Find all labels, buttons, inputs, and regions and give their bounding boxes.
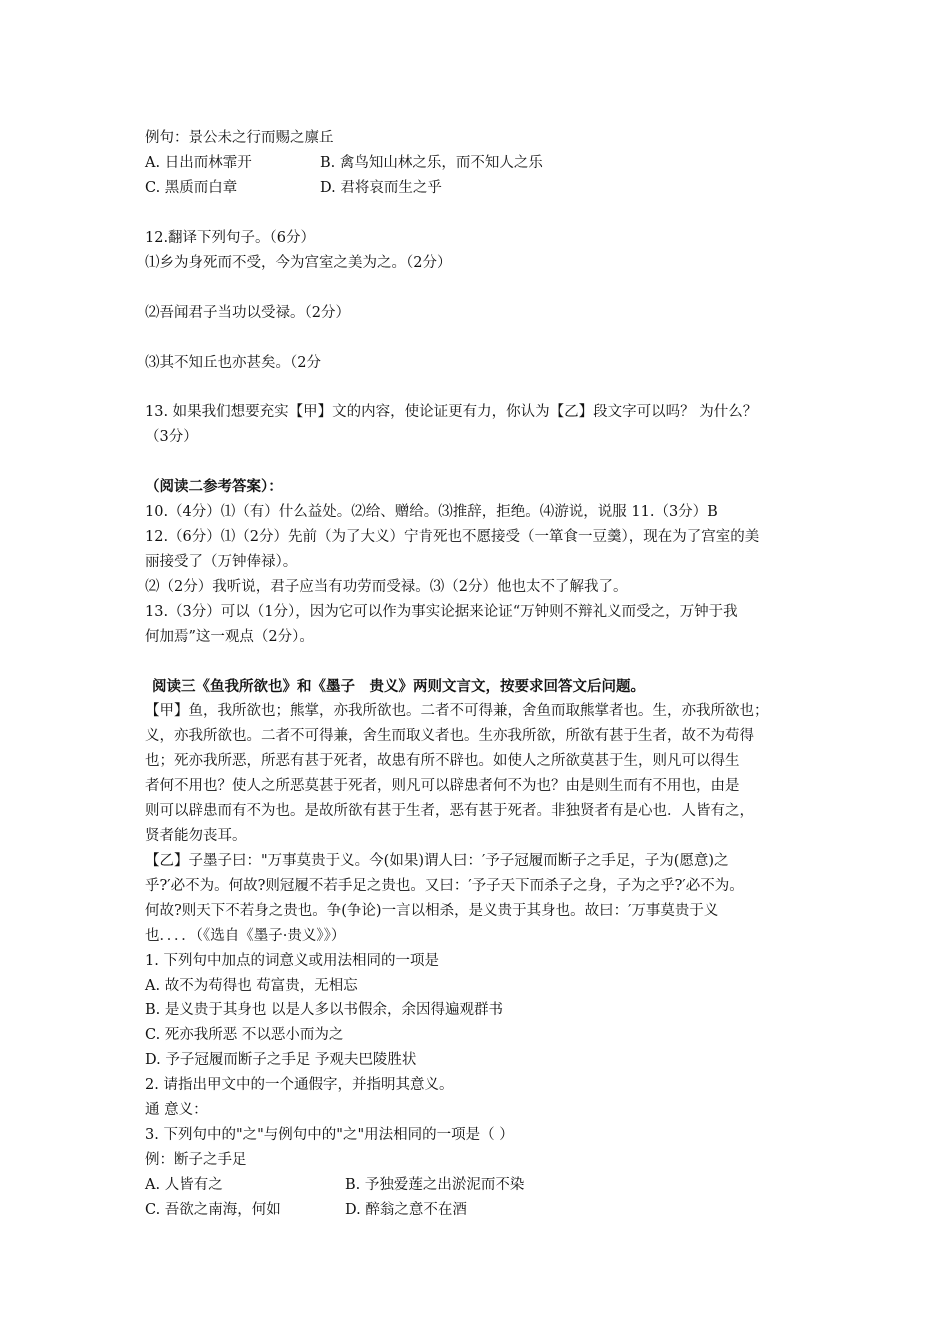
r3-q1-option-c: C. 死亦我所恶 不以恶小而为之 — [145, 1027, 344, 1043]
q12-title: 12.翻译下列句子。（6分） — [145, 230, 316, 246]
q13-line-1: 13. 如果我们想要充实【甲】文的内容，使论证更有力，你认为【乙】段文字可以吗？ 为什么？ — [145, 404, 758, 420]
r3-q3-options-row-1 — [145, 1175, 825, 1195]
r3-q3-example: 例：断子之手足 — [145, 1152, 247, 1168]
q11-option-c: C. 黑质而白章 — [145, 180, 238, 196]
passage-jia-line-4: 者何不用也？使人之所恶莫甚于死者，则凡可以辟患者何不为也？由是则生而有不用也，由是 — [145, 778, 740, 794]
r3-q2-fill: 通 意义： — [145, 1102, 208, 1118]
passage-yi-line-2: 乎?′必不为。何故?则冠履不若手足之贵也。又曰：′予子天下而杀子之身，子为之乎?′必不为。 — [145, 878, 744, 894]
q11-options-row-1 — [145, 153, 825, 173]
passage-yi-line-3: 何故?则天下不若身之贵也。争(争论)一言以相杀，是义贵于其身也。故曰：′万事莫贵于义 — [145, 903, 719, 919]
answers-line-1: 10.（4分）⑴（有）什么益处。⑵给、赠给。⑶推辞，拒绝。⑷游说，说服 11.（3分）B — [145, 504, 718, 520]
passage-yi-line-1: 【乙】子墨子曰："万事莫贵于义。今(如果)谓人曰：′予子冠履而断子之手足，子为(愿意)之 — [145, 853, 729, 869]
passage-jia-line-5: 则可以辟患而有不为也。是故所欲有甚于生者，恶有甚于死者。非独贤者有是心也．人皆有之， — [145, 803, 754, 819]
q11-example: 例句：景公未之行而赐之廪丘 — [145, 130, 334, 146]
q12-sentence-3: ⑶其不知丘也亦甚矣。（2分 — [145, 355, 321, 371]
passage-jia-line-3: 也；死亦我所恶，所恶有甚于死者，故患有所不辟也。如使人之所欲莫甚于生，则凡可以得生 — [145, 753, 740, 769]
passage-jia-line-6: 贤者能勿丧耳。 — [145, 828, 247, 844]
r3-q3-options-row-2 — [145, 1200, 825, 1220]
answers-line-6: 何加焉”这一观点（2分）。 — [145, 629, 314, 645]
r3-q3-option-d: D. 醉翁之意不在酒 — [345, 1202, 467, 1218]
r3-q3-stem: 3. 下列句中的"之"与例句中的"之"用法相同的一项是（ ） — [145, 1127, 514, 1143]
q11-options-row-2 — [145, 178, 825, 198]
r3-q1-option-a: A. 故不为苟得也 苟富贵，无相忘 — [145, 978, 358, 994]
r3-q1-stem: 1. 下列句中加点的词意义或用法相同的一项是 — [145, 953, 439, 969]
answers-line-5: 13.（3分）可以（1分），因为它可以作为事实论据来论证“万钟则不辩礼义而受之，万钟于我 — [145, 604, 738, 620]
passage-jia-line-1: 【甲】鱼，我所欲也；熊掌，亦我所欲也。二者不可得兼，舍鱼而取熊掌者也。生，亦我所欲也； — [145, 703, 769, 719]
r3-q2-stem: 2. 请指出甲文中的一个通假字，并指明其意义。 — [145, 1077, 454, 1093]
q12-sentence-1: ⑴乡为身死而不受，今为宫室之美为之。（2分） — [145, 255, 452, 271]
r3-q3-option-b: B. 予独爱莲之出淤泥而不染 — [345, 1177, 525, 1193]
r3-q1-option-d: D. 予子冠履而断子之手足 予观夫巴陵胜状 — [145, 1052, 417, 1068]
q13-line-2: （3分） — [145, 429, 198, 445]
q11-option-a: A. 日出而林霏开 — [145, 155, 252, 171]
q12-sentence-2: ⑵吾闻君子当功以受禄。（2分） — [145, 305, 350, 321]
answers-line-3: 丽接受了（万钟俸禄）。 — [145, 554, 298, 570]
answers-line-2: 12.（6分）⑴（2分）先前（为了大义）宁肯死也不愿接受（一箪食一豆羹），现在为了宫室的美 — [145, 529, 760, 545]
q11-option-b: B. 禽鸟知山林之乐，而不知人之乐 — [320, 155, 543, 171]
answers-title: （阅读二参考答案）： — [145, 478, 283, 495]
q11-option-d: D. 君将哀而生之乎 — [320, 180, 442, 196]
answers-line-4: ⑵（2分）我听说，君子应当有功劳而受禄。⑶（2分）他也太不了解我了。 — [145, 579, 628, 595]
r3-q3-option-c: C. 吾欲之南海，何如 — [145, 1202, 281, 1218]
reading3-title: 阅读三《鱼我所欲也》和《墨子 贵义》两则文言文，按要求回答文后问题。 — [152, 678, 645, 695]
r3-q1-option-b: B. 是义贵于其身也 以是人多以书假余，余因得遍观群书 — [145, 1002, 503, 1018]
passage-jia-line-2: 义，亦我所欲也。二者不可得兼，舍生而取义者也。生亦我所欲，所欲有甚于生者，故不为苟得 — [145, 728, 754, 744]
passage-yi-line-4: 也．．．．（《选自《墨子·贵义》》） — [145, 928, 346, 944]
r3-q3-option-a: A. 人皆有之 — [145, 1177, 223, 1193]
